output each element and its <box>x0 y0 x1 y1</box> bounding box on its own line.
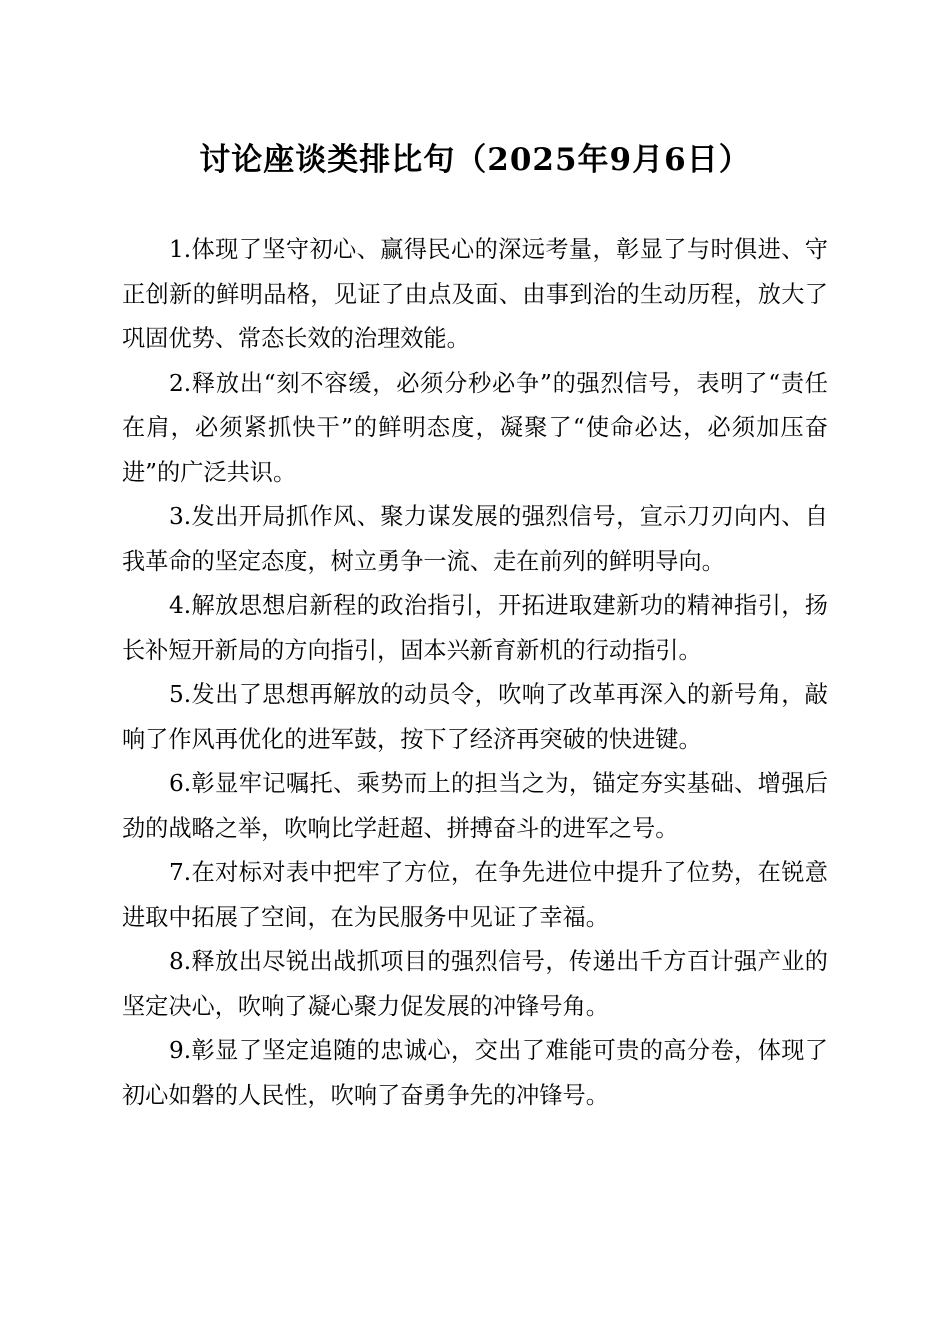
paragraph-9: 9.彰显了坚定追随的忠诚心，交出了难能可贵的高分卷，体现了初心如磐的人民性，吹响了奋勇争先的冲锋号。 <box>122 1037 828 1109</box>
document-title: 讨论座谈类排比句（2025年9月6日） <box>199 142 751 178</box>
document-body <box>122 228 828 1118</box>
paragraph-7: 7.在对标对表中把牢了方位，在争先进位中提升了位势，在锐意进取中拓展了空间，在为民服务中见证了幸福。 <box>122 859 828 931</box>
paragraph-1: 1.体现了坚守初心、赢得民心的深远考量，彰显了与时俱进、守正创新的鲜明品格，见证了由点及面、由事到治的生动历程，放大了巩固优势、常态长效的治理效能。 <box>122 236 828 352</box>
paragraph-6: 6.彰显牢记嘱托、乘势而上的担当之为，锚定夯实基础、增强后劲的战略之举，吹响比学赶超、拼搏奋斗的进军之号。 <box>122 770 828 842</box>
paragraph-5: 5.发出了思想再解放的动员令，吹响了改革再深入的新号角，敲响了作风再优化的进军鼓，按下了经济再突破的快进键。 <box>122 681 828 753</box>
paragraph-3: 3.发出开局抓作风、聚力谋发展的强烈信号，宣示刀刃向内、自我革命的坚定态度，树立勇争一流、走在前列的鲜明导向。 <box>122 503 828 575</box>
paragraph-8: 8.释放出尽锐出战抓项目的强烈信号，传递出千方百计强产业的坚定决心，吹响了凝心聚力促发展的冲锋号角。 <box>122 948 828 1020</box>
paragraph-4: 4.解放思想启新程的政治指引，开拓进取建新功的精神指引，扬长补短开新局的方向指引，固本兴新育新机的行动指引。 <box>122 592 828 664</box>
paragraph-2: 2.释放出“刻不容缓，必须分秒必争”的强烈信号，表明了“责任在肩，必须紧抓快干”的鲜明态度，凝聚了“使命必达，必须加压奋进”的广泛共识。 <box>122 369 828 486</box>
